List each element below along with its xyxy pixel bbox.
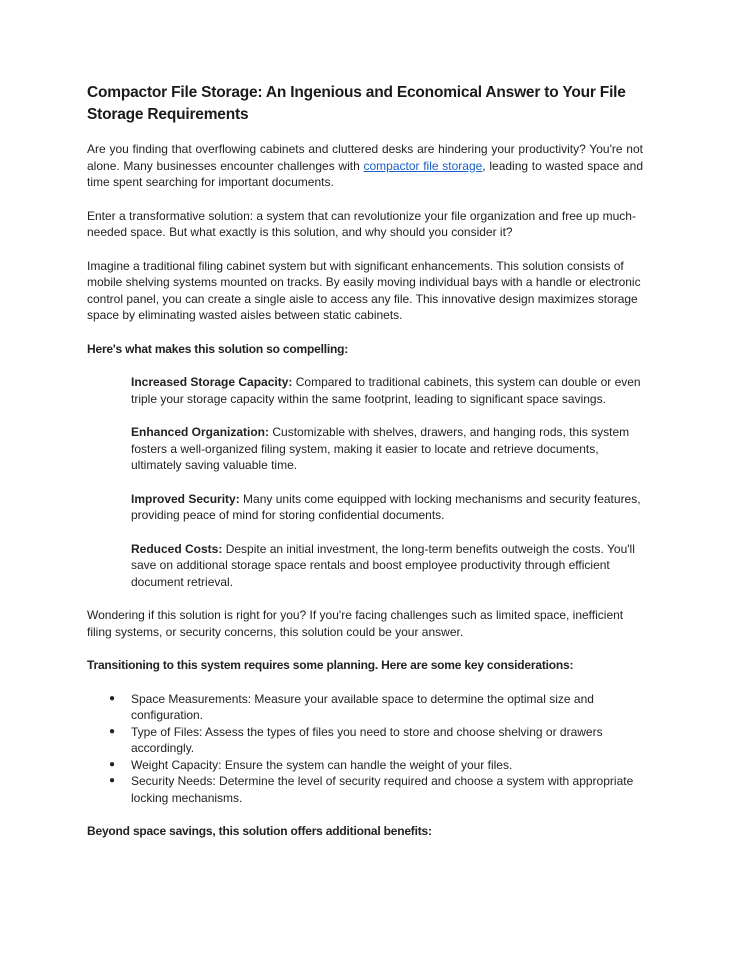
feature-text: Customizable with shelves, drawers, and hanging rods, this system fosters a well-organized filing system, making it easier to locate and retrieve documents, ultimately saving valuable time. [131, 425, 630, 472]
feature-reduced-costs [131, 541, 643, 591]
list-item-text: Space Measurements: Measure your available space to determine the optimal size and configuration. [131, 691, 594, 722]
paragraph-wondering: Wondering if this solution is right for you? If you're facing challenges such as limited space, inefficient filing systems, or security concerns, this solution could be your answer. [87, 608, 624, 639]
document-title: Compactor File Storage: An Ingenious and Economical Answer to Your File Storage Requirements [87, 84, 626, 123]
bullet-icon: ● [109, 725, 116, 737]
list-item-text: Type of Files: Assess the types of files you need to store and choose shelving or drawers accordingly. [131, 724, 603, 755]
list-item [87, 773, 643, 806]
feature-text: Despite an initial investment, the long-term benefits outweigh the costs. You'll save on additional storage space rentals and boost employee productivity through efficient document retrieval. [131, 541, 635, 589]
feature-text: Compared to traditional cabinets, this system can double or even triple your storage capacity within the same footprint, leading to significant space savings. [131, 375, 641, 406]
intro-text-before: Are you finding that overflowing cabinets and cluttered desks are hindering your productivity? You're not alone. Many businesses encounter challenges with [87, 142, 643, 173]
paragraph-solution: Enter a transformative solution: a system that can revolutionize your file organization and free up much-needed space. But what exactly is this solution, and why should you consider it? [87, 208, 636, 239]
list-item-text: Security Needs: Determine the level of security required and choose a system with appropriate locking mechanisms. [131, 774, 634, 805]
feature-label: Reduced Costs: [131, 541, 223, 556]
list-item [87, 724, 643, 757]
feature-security [131, 491, 643, 524]
feature-organization [131, 424, 643, 474]
considerations-list [87, 691, 643, 807]
document-page [87, 82, 643, 857]
feature-label: Improved Security: [131, 491, 240, 506]
list-item [87, 757, 643, 774]
intro-text-after: , leading to wasted space and time spent searching for important documents. [87, 158, 643, 189]
bullet-icon: ● [109, 758, 116, 770]
list-item [87, 691, 643, 724]
compactor-file-storage-link[interactable]: compactor file storage [363, 158, 483, 173]
bullet-icon: ● [109, 775, 116, 786]
intro-paragraph [87, 141, 643, 191]
feature-storage-capacity [131, 374, 643, 407]
feature-label: Enhanced Organization: [131, 425, 270, 439]
feature-text: Many units come equipped with locking mechanisms and security features, providing peace of mind for storing confidential documents. [131, 491, 641, 522]
compelling-heading: Here's what makes this solution so compelling: [87, 341, 349, 356]
feature-label: Increased Storage Capacity: [131, 375, 293, 389]
transition-heading: Transitioning to this system requires some planning. Here are some key considerations: [87, 658, 574, 672]
list-item-text: Weight Capacity: Ensure the system can handle the weight of your files. [131, 757, 513, 772]
paragraph-imagine: Imagine a traditional filing cabinet system but with significant enhancements. This solution consists of mobile shelving systems mounted on tracks. By easily moving individual bays with a handle or electronic control panel, you can create a single aisle to access any file. This innovative design maximizes storage space by eliminating wasted aisles between static cabinets. [87, 258, 641, 322]
bullet-icon: ● [109, 692, 116, 704]
beyond-heading: Beyond space savings, this solution offers additional benefits: [87, 824, 432, 838]
